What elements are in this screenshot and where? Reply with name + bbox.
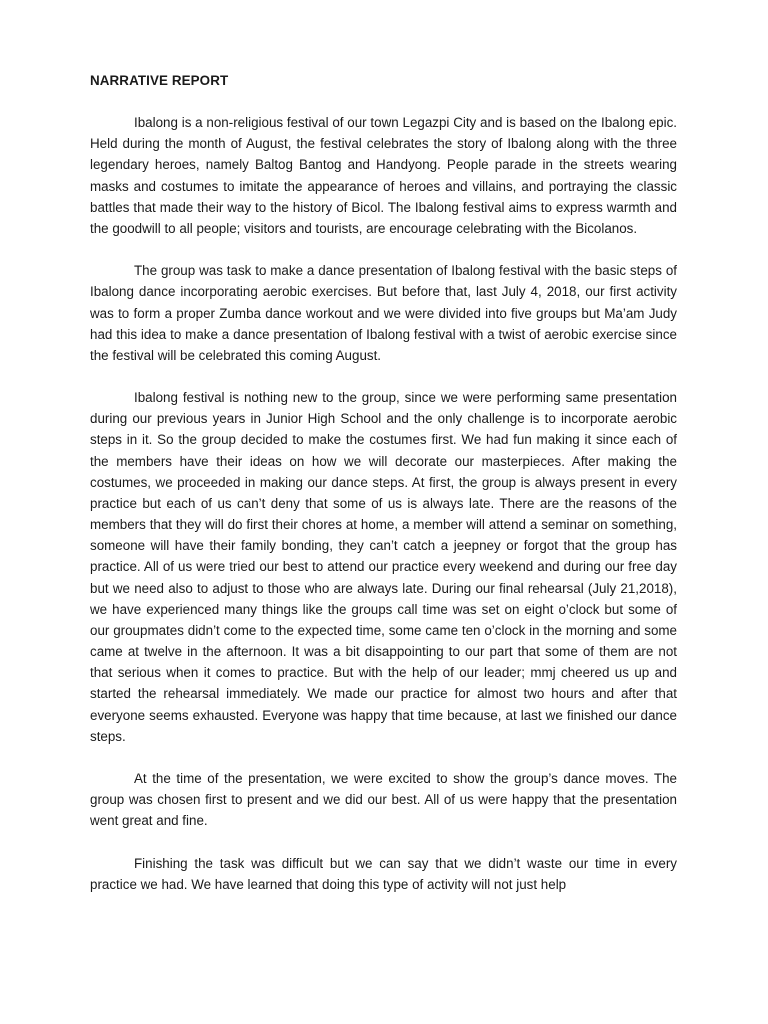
document-title: NARRATIVE REPORT bbox=[90, 73, 229, 88]
document-body bbox=[90, 70, 677, 916]
paragraph-3: Ibalong festival is nothing new to the group, since we were performing same presentation during our previous years in Junior High School and the only challenge is to incorporate aerobic steps in it. So the group decided to make the costumes first. We had fun making it since each of the members have their ideas on how we will decorate our masterpieces. After making the costumes, we proceeded in making our dance steps. At first, the group is always present in every practice but each of us can’t deny that some of us is always late. There are the reasons of the members that they will do first their chores at home, a member will attend a seminar on something, someone will have their family bonding, they can’t catch a jeepney or forgot that the group has practice. All of us were tried our best to attend our practice every weekend and during our free day but we need also to adjust to those who are always late. During our final rehearsal (July 21,2018), we have experienced many things like the groups call time was set on eight o’clock but some of our groupmates didn’t come to the expected time, some came ten o’clock in the morning and some came at twelve in the afternoon. It was a bit disappointing to our part that some of them are not that serious when it comes to practice. But with the help of our leader; mmj cheered us up and started the rehearsal immediately. We made our practice for almost two hours and after that everyone seems exhausted. Everyone was happy that time because, at last we finished our dance steps. bbox=[90, 390, 677, 744]
paragraph-5: Finishing the task was difficult but we can say that we didn’t waste our time in every practice we had. We have learned that doing this type of activity will not just help bbox=[90, 855, 677, 892]
paragraph-4: At the time of the presentation, we were excited to show the group’s dance moves. The group was chosen first to present and we did our best. All of us were happy that the presentation went great and fine. bbox=[90, 770, 677, 829]
paragraph-1: Ibalong is a non-religious festival of our town Legazpi City and is based on the Ibalong epic. Held during the month of August, the festival celebrates the story of Ibalong along with the three legendary heroes, namely Baltog Bantog and Handyong. People parade in the streets wearing masks and costumes to imitate the appearance of heroes and villains, and portraying the classic battles that made their way to the history of Bicol. The Ibalong festival aims to express warmth and the goodwill to all people; visitors and tourists, are encourage celebrating with the Bicolanos. bbox=[90, 115, 677, 236]
paragraph-2: The group was task to make a dance presentation of Ibalong festival with the basic steps of Ibalong dance incorporating aerobic exercises. But before that, last July 4, 2018, our first activity was to form a proper Zumba dance workout and we were divided into five groups but Ma’am Judy had this idea to make a dance presentation of Ibalong festival with a twist of aerobic exercise since the festival will be celebrated this coming August. bbox=[90, 263, 677, 363]
